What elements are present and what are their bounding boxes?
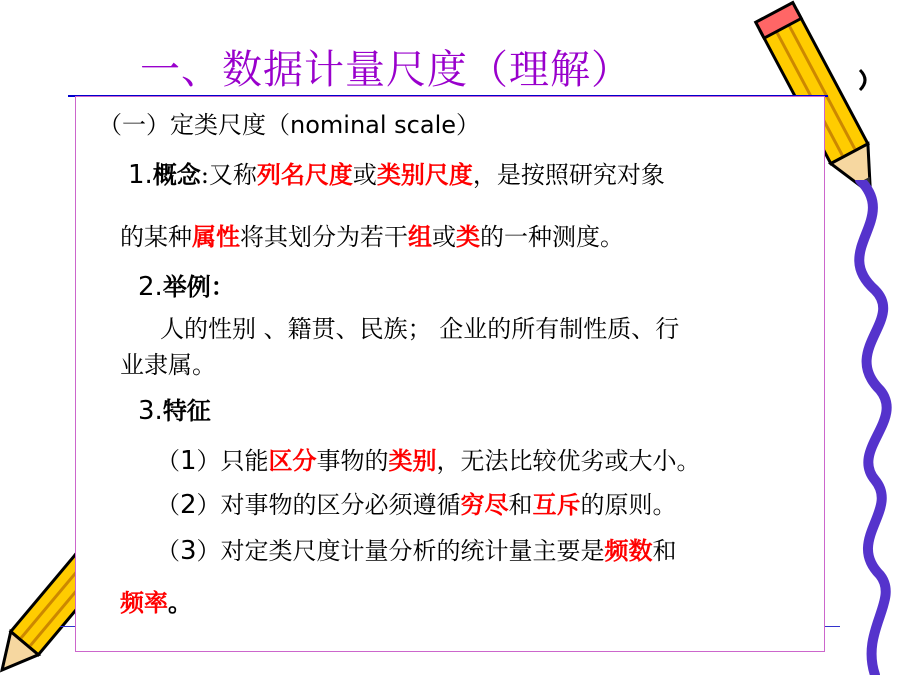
feature-number: 3. — [138, 396, 163, 426]
paren-open: （ — [156, 491, 180, 519]
item-red-continued: 频率 — [120, 588, 168, 617]
example-label: 举例： — [162, 273, 235, 301]
concept-text-6: 或 — [432, 223, 456, 251]
paren-close: ） — [196, 447, 221, 475]
paren-open: （ — [156, 537, 180, 565]
concept-red-1: 列名尺度 — [256, 160, 353, 189]
item-red-2: 互斥 — [532, 490, 581, 519]
concept-text-2: 或 — [352, 161, 377, 189]
item-text-c: ，无法比较优劣或大小。 — [436, 447, 701, 475]
item-text-b: 事物的 — [316, 447, 389, 475]
item-red-1: 区分 — [268, 446, 317, 475]
item-number: 3 — [180, 536, 197, 566]
concept-line-1 — [128, 155, 665, 190]
item-red-1: 频数 — [604, 536, 653, 565]
item-period: 。 — [168, 588, 192, 617]
item-text-a: 只能 — [220, 447, 269, 475]
section-heading-english: nominal scale — [290, 111, 456, 139]
concept-text-5: 将其划分为若干 — [240, 223, 408, 251]
concept-label: 概念 — [152, 161, 201, 189]
concept-line-2 — [120, 217, 624, 252]
example-number: 2. — [138, 272, 163, 302]
item-number: 1 — [180, 446, 197, 476]
feature-item-1 — [156, 441, 701, 476]
item-text-b: 和 — [652, 537, 677, 565]
concept-text-4: 的某种 — [120, 223, 192, 251]
paren-close: ） — [196, 537, 221, 565]
item-red-1: 穷尽 — [460, 490, 509, 519]
item-red-2: 类别 — [388, 446, 437, 475]
feature-heading — [138, 391, 211, 426]
item-text-c: 的原则。 — [580, 491, 677, 519]
section-heading-suffix: ） — [456, 111, 480, 139]
concept-red-3: 属性 — [192, 222, 240, 251]
feature-label: 特征 — [162, 397, 211, 425]
concept-number: 1. — [128, 160, 153, 190]
section-heading-prefix: （一）定类尺度（ — [98, 111, 290, 139]
example-line-2: 业隶属。 — [120, 351, 216, 379]
concept-text-7: 的一种测度。 — [480, 223, 624, 251]
item-text-a: 对定类尺度计量分析的统计量主要是 — [220, 537, 605, 565]
item-number: 2 — [180, 490, 197, 520]
example-heading — [138, 267, 235, 302]
concept-text-1: 又称 — [208, 161, 257, 189]
paren-close: ） — [196, 491, 221, 519]
concept-red-5: 类 — [456, 222, 480, 251]
example-line-1: 人的性别 、籍贯、民族； 企业的所有制性质、行 — [160, 315, 680, 343]
content-box — [75, 96, 825, 652]
feature-item-3 — [156, 531, 677, 566]
slide-title: 一、数据计量尺度（理解） — [140, 47, 632, 93]
item-text-a: 对事物的区分必须遵循 — [220, 491, 461, 519]
concept-red-4: 组 — [408, 222, 432, 251]
paren-open: （ — [156, 447, 180, 475]
concept-text-3: ，是按照研究对象 — [472, 161, 665, 189]
section-heading — [98, 105, 480, 140]
squiggle-line-icon — [820, 180, 900, 675]
feature-item-3-continued — [120, 583, 192, 618]
concept-colon: : — [200, 161, 209, 189]
feature-item-2 — [156, 485, 677, 520]
concept-red-2: 类别尺度 — [376, 160, 473, 189]
item-text-b: 和 — [508, 491, 533, 519]
